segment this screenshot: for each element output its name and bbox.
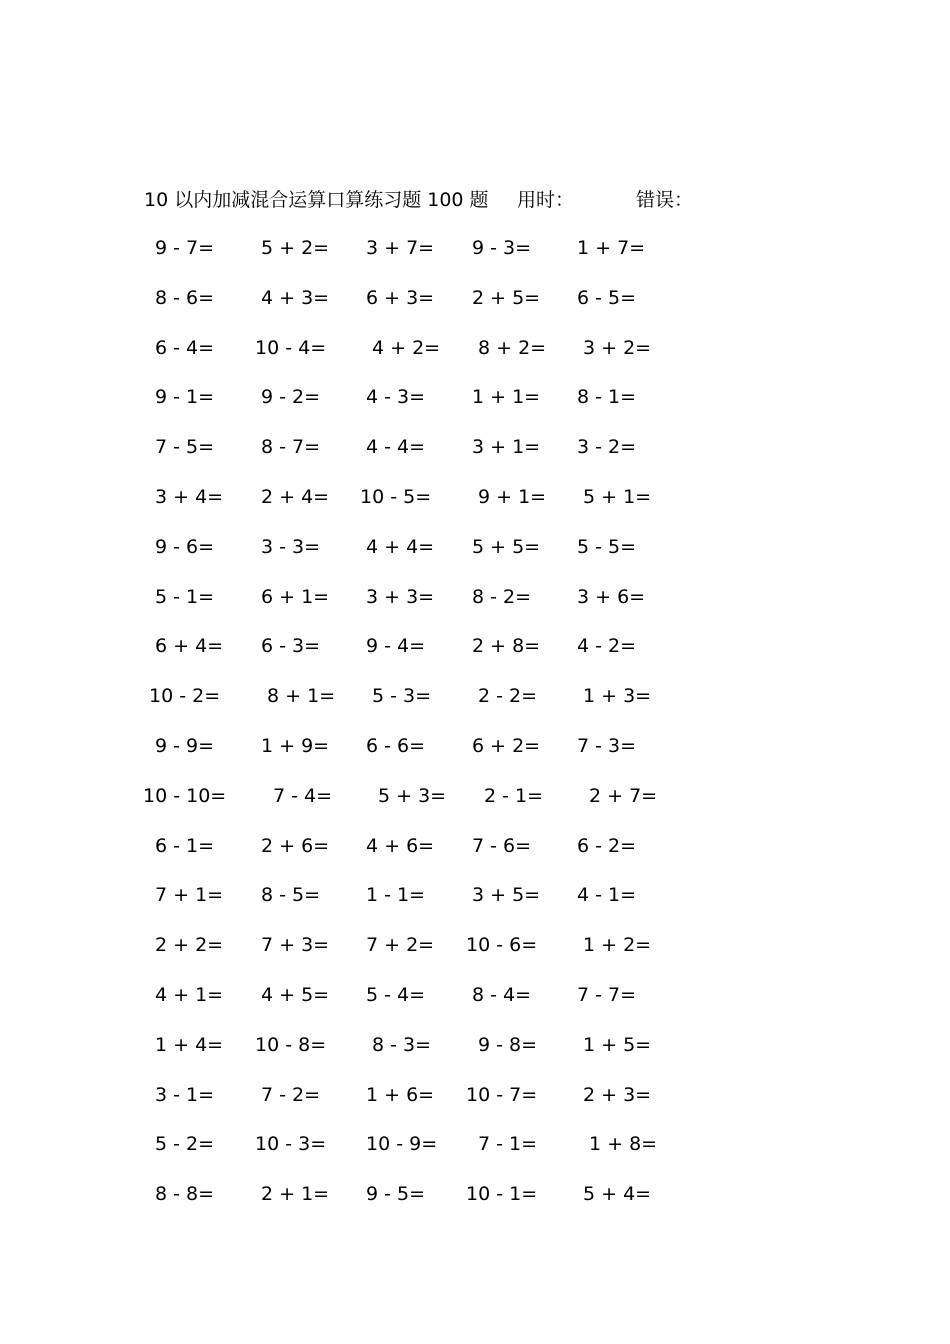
- problem-item: 5 - 4=: [366, 983, 426, 1006]
- problem-item: 5 - 3=: [372, 685, 432, 708]
- problem-row: [144, 233, 784, 283]
- problem-item: 7 - 6=: [472, 834, 532, 857]
- problem-item: 10 - 5=: [360, 485, 432, 508]
- problem-row: [144, 781, 784, 831]
- problem-item: 10 - 1=: [466, 1183, 538, 1206]
- problem-item: 10 - 8=: [255, 1033, 327, 1056]
- problem-item: 1 + 5=: [583, 1033, 652, 1056]
- time-used-label: 用时：: [517, 189, 575, 211]
- problem-item: 7 - 5=: [155, 436, 215, 459]
- problem-row: [144, 1030, 784, 1080]
- problem-item: 2 + 1=: [261, 1183, 330, 1206]
- problem-row: [144, 532, 784, 582]
- problem-item: 9 - 7=: [155, 237, 215, 259]
- problem-row: [144, 831, 784, 881]
- problem-item: 1 + 1=: [472, 386, 541, 409]
- problem-row: [144, 631, 784, 681]
- problem-item: 2 + 5=: [472, 286, 541, 309]
- problem-item: 3 - 1=: [155, 1083, 215, 1106]
- problem-item: 9 + 1=: [478, 485, 547, 508]
- problem-item: 1 + 9=: [261, 734, 330, 757]
- problem-item: 3 + 4=: [155, 485, 224, 508]
- problem-item: 8 - 5=: [261, 884, 321, 907]
- problem-item: 6 - 2=: [577, 834, 637, 857]
- problem-item: 7 - 2=: [261, 1083, 321, 1106]
- problem-item: 1 + 3=: [583, 685, 652, 708]
- problem-item: 10 - 6=: [466, 934, 538, 957]
- problem-item: 6 - 6=: [366, 734, 426, 757]
- problem-item: 1 + 4=: [155, 1033, 224, 1056]
- problem-item: 5 - 1=: [155, 585, 215, 608]
- problem-item: 10 - 10=: [143, 784, 227, 807]
- problem-item: 9 - 2=: [261, 386, 321, 409]
- problem-row: [144, 980, 784, 1030]
- problem-item: 3 + 2=: [583, 336, 652, 359]
- problem-item: 3 + 6=: [577, 585, 646, 608]
- problem-item: 8 - 1=: [577, 386, 637, 409]
- problem-item: 6 - 1=: [155, 834, 215, 857]
- problem-item: 9 - 5=: [366, 1183, 426, 1206]
- problem-item: 6 - 3=: [261, 635, 321, 658]
- problem-item: 2 + 4=: [261, 485, 330, 508]
- problem-item: 3 - 2=: [577, 436, 637, 459]
- problem-item: 3 + 1=: [472, 436, 541, 459]
- problem-item: 10 - 7=: [466, 1083, 538, 1106]
- problem-item: 1 + 7=: [577, 237, 646, 259]
- problem-row: [144, 880, 784, 930]
- worksheet-title: 10 以内加减混合运算口算练习题 100 题: [144, 189, 489, 211]
- problem-item: 7 + 1=: [155, 884, 224, 907]
- problem-item: 9 - 3=: [472, 237, 532, 259]
- problem-item: 2 - 2=: [478, 685, 538, 708]
- problem-item: 1 + 2=: [583, 934, 652, 957]
- problem-item: 4 + 5=: [261, 983, 330, 1006]
- problem-item: 5 + 4=: [583, 1183, 652, 1206]
- problem-row: [144, 1179, 784, 1229]
- problem-item: 3 + 3=: [366, 585, 435, 608]
- problem-row: [144, 582, 784, 632]
- problem-item: 6 + 3=: [366, 286, 435, 309]
- problem-item: 4 + 1=: [155, 983, 224, 1006]
- problem-item: 7 - 7=: [577, 983, 637, 1006]
- problem-row: [144, 1129, 784, 1179]
- problem-item: 8 - 7=: [261, 436, 321, 459]
- problem-item: 6 - 5=: [577, 286, 637, 309]
- problem-item: 3 + 5=: [472, 884, 541, 907]
- problem-item: 2 + 2=: [155, 934, 224, 957]
- problem-item: 9 - 8=: [478, 1033, 538, 1056]
- problem-item: 8 - 4=: [472, 983, 532, 1006]
- problem-row: [144, 681, 784, 731]
- problem-item: 10 - 2=: [149, 685, 221, 708]
- problem-item: 4 + 2=: [372, 336, 441, 359]
- problem-item: 4 - 3=: [366, 386, 426, 409]
- problem-item: 4 + 3=: [261, 286, 330, 309]
- problem-item: 6 + 4=: [155, 635, 224, 658]
- problem-row: [144, 930, 784, 980]
- problem-item: 8 - 6=: [155, 286, 215, 309]
- problem-item: 9 - 1=: [155, 386, 215, 409]
- problem-item: 10 - 9=: [366, 1133, 438, 1156]
- problem-item: 8 - 2=: [472, 585, 532, 608]
- problem-item: 7 - 4=: [273, 784, 333, 807]
- problem-item: 2 - 1=: [484, 784, 544, 807]
- problem-item: 10 - 3=: [255, 1133, 327, 1156]
- problem-item: 3 + 7=: [366, 237, 435, 259]
- problem-item: 4 - 4=: [366, 436, 426, 459]
- problem-row: [144, 283, 784, 333]
- problem-item: 5 + 3=: [378, 784, 447, 807]
- problem-row: [144, 432, 784, 482]
- problem-item: 8 + 2=: [478, 336, 547, 359]
- problem-row: [144, 333, 784, 383]
- problem-item: 1 + 8=: [589, 1133, 658, 1156]
- problem-item: 9 - 6=: [155, 535, 215, 558]
- problem-item: 5 - 5=: [577, 535, 637, 558]
- problem-item: 7 + 3=: [261, 934, 330, 957]
- problem-item: 4 - 1=: [577, 884, 637, 907]
- problem-item: 7 - 1=: [478, 1133, 538, 1156]
- problem-item: 1 + 6=: [366, 1083, 435, 1106]
- problem-item: 7 - 3=: [577, 734, 637, 757]
- problem-item: 5 + 1=: [583, 485, 652, 508]
- problem-item: 6 + 2=: [472, 734, 541, 757]
- problem-item: 5 - 2=: [155, 1133, 215, 1156]
- problem-item: 6 + 1=: [261, 585, 330, 608]
- problem-item: 9 - 4=: [366, 635, 426, 658]
- problem-item: 5 + 5=: [472, 535, 541, 558]
- problem-row: [144, 731, 784, 781]
- problem-item: 1 - 1=: [366, 884, 426, 907]
- problem-item: 8 - 8=: [155, 1183, 215, 1206]
- problem-item: 2 + 7=: [589, 784, 658, 807]
- problem-item: 2 + 8=: [472, 635, 541, 658]
- problem-item: 4 + 6=: [366, 834, 435, 857]
- problem-item: 9 - 9=: [155, 734, 215, 757]
- problem-grid: [144, 233, 784, 1229]
- problem-item: 2 + 3=: [583, 1083, 652, 1106]
- problem-item: 2 + 6=: [261, 834, 330, 857]
- problem-item: 6 - 4=: [155, 336, 215, 359]
- problem-row: [144, 1080, 784, 1130]
- problem-item: 4 + 4=: [366, 535, 435, 558]
- problem-item: 7 + 2=: [366, 934, 435, 957]
- problem-row: [144, 382, 784, 432]
- problem-item: 3 - 3=: [261, 535, 321, 558]
- problem-item: 10 - 4=: [255, 336, 327, 359]
- problem-item: 4 - 2=: [577, 635, 637, 658]
- problem-item: 8 + 1=: [267, 685, 336, 708]
- errors-label: 错误：: [636, 189, 694, 211]
- problem-row: [144, 482, 784, 532]
- problem-item: 8 - 3=: [372, 1033, 432, 1056]
- problem-item: 5 + 2=: [261, 237, 330, 259]
